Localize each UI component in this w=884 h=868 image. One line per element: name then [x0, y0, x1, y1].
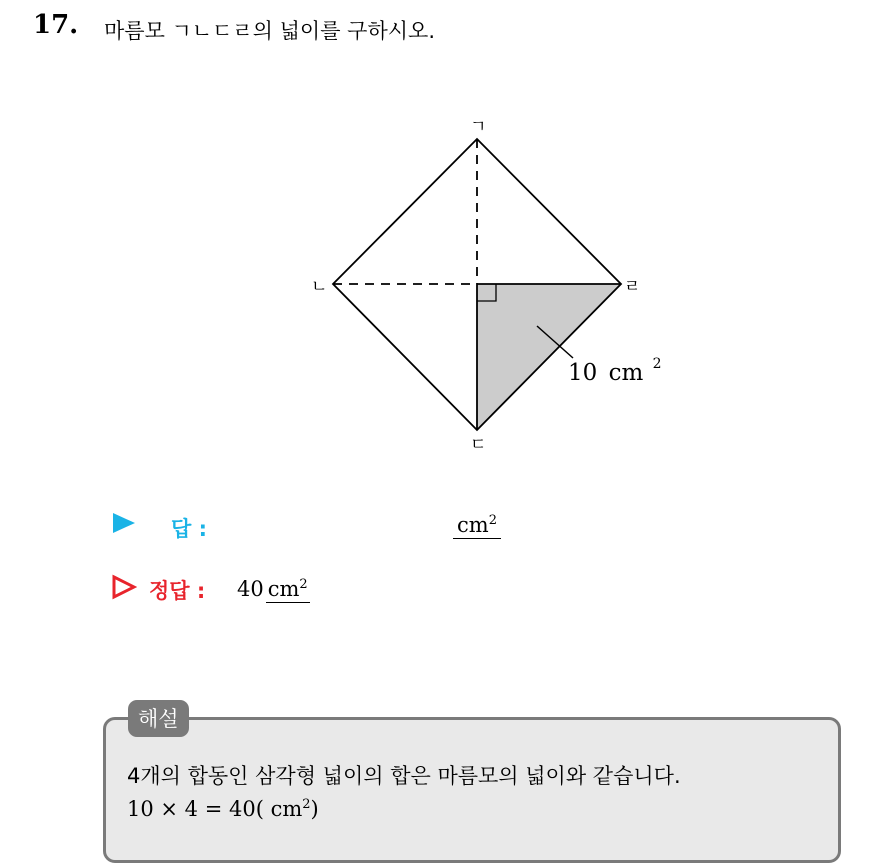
correct-answer-unit-exponent: 2: [299, 577, 308, 592]
answer-unit-exponent: 2: [488, 513, 497, 528]
correct-answer-row: [111, 573, 206, 603]
area-value: 10: [568, 360, 598, 386]
play-triangle-icon: [111, 510, 137, 534]
correct-answer-value: 40: [237, 577, 264, 601]
question-text: 마름모 ㄱㄴㄷㄹ의 넓이를 구하시오.: [104, 19, 435, 43]
outline-triangle-icon: [111, 573, 137, 601]
vertex-label-bottom: ㄷ: [470, 435, 487, 455]
correct-answer-value-wrap: [237, 577, 310, 601]
area-label: [568, 356, 662, 386]
answer-blank[interactable]: [453, 513, 501, 539]
question-number: 17.: [33, 10, 79, 40]
vertex-label-top: ㄱ: [470, 117, 487, 137]
answer-label: 답 :: [171, 517, 207, 541]
vertex-label-left: ㄴ: [311, 277, 328, 297]
explanation-box: [103, 717, 841, 863]
explanation-equation: 10 × 4 = 40( cm: [127, 797, 303, 821]
area-exponent: 2: [652, 356, 662, 372]
correct-answer-label: 정답 :: [149, 579, 206, 603]
answer-unit: cm: [457, 513, 489, 537]
explanation-close-paren: ): [310, 797, 319, 821]
explanation-exponent: 2: [302, 797, 311, 812]
explanation-line-1: 4개의 합동인 삼각형 넓이의 합은 마름모의 넓이와 같습니다.: [127, 764, 681, 788]
explanation-line-2: [127, 797, 319, 821]
explanation-tag: 해설: [128, 700, 189, 737]
correct-answer-unit-wrap: [266, 577, 310, 603]
area-unit: cm: [608, 360, 644, 386]
vertex-label-right: ㄹ: [624, 277, 641, 297]
correct-answer-unit: cm: [267, 577, 300, 601]
answer-row: [111, 510, 207, 541]
